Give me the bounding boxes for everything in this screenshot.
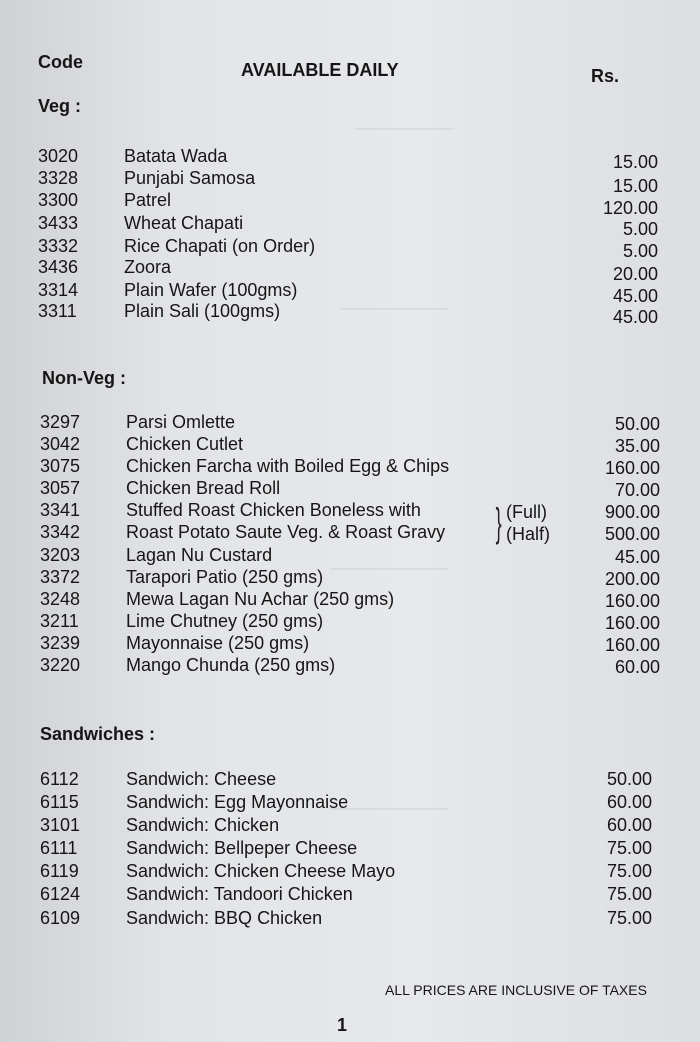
item-code: 3297 — [40, 412, 81, 432]
item-price: 15.00 — [612, 176, 658, 196]
item-code: 3020 — [38, 146, 79, 166]
item-code: 3239 — [40, 633, 81, 653]
item-price: 45.00 — [614, 547, 660, 567]
tax-note: ALL PRICES ARE INCLUSIVE OF TAXES — [385, 982, 647, 998]
menu-row — [40, 433, 660, 455]
item-code: 6115 — [40, 792, 79, 812]
item-code: 3075 — [40, 456, 81, 476]
section-title-veg: Veg : — [38, 96, 82, 116]
item-price: 45.00 — [612, 286, 658, 306]
item-code: 3211 — [40, 611, 79, 631]
header-currency: Rs. — [591, 66, 620, 86]
item-name: Plain Wafer (100gms) — [124, 280, 298, 300]
item-code: 3328 — [38, 168, 79, 188]
menu-row — [40, 544, 660, 566]
item-code: 3220 — [40, 655, 81, 675]
size-label-half: (Half) — [506, 524, 550, 544]
item-name: Rice Chapati (on Order) — [124, 236, 316, 256]
item-name: Sandwich: Bellpeper Cheese — [126, 838, 358, 858]
item-name: Tarapori Patio (250 gms) — [126, 567, 324, 587]
item-code: 3101 — [40, 815, 81, 835]
item-name: Zoora — [124, 257, 172, 277]
item-code: 3341 — [40, 500, 81, 520]
item-price: 500.00 — [604, 524, 660, 544]
item-code: 3314 — [38, 280, 79, 300]
menu-row — [40, 477, 660, 499]
item-price: 160.00 — [604, 591, 660, 611]
menu-row — [38, 256, 658, 284]
item-name: Mewa Lagan Nu Achar (250 gms) — [126, 589, 395, 609]
item-price: 75.00 — [606, 884, 652, 904]
item-name: Sandwich: Chicken — [126, 815, 280, 835]
item-name: Sandwich: Egg Mayonnaise — [126, 792, 349, 812]
item-name: Sandwich: Tandoori Chicken — [126, 884, 353, 904]
menu-row — [40, 566, 660, 588]
menu-row — [40, 860, 660, 882]
item-name: Mayonnaise (250 gms) — [126, 633, 310, 653]
item-name: Patrel — [124, 190, 172, 210]
item-code: 3057 — [40, 478, 81, 498]
item-price: 35.00 — [614, 436, 660, 456]
item-price: 20.00 — [612, 264, 658, 284]
item-price: 50.00 — [606, 769, 652, 789]
item-name: Lime Chutney (250 gms) — [126, 611, 324, 631]
item-code: 6111 — [40, 838, 78, 858]
item-price: 75.00 — [606, 908, 652, 928]
item-code: 3342 — [40, 522, 81, 542]
menu-row — [40, 791, 660, 813]
menu-row — [40, 907, 660, 929]
menu-row — [40, 768, 660, 790]
brace-icon: } — [495, 501, 502, 545]
item-name: Batata Wada — [124, 146, 228, 166]
menu-row — [38, 212, 658, 239]
item-price: 45.00 — [612, 307, 658, 327]
item-price: 160.00 — [604, 613, 660, 633]
item-price: 60.00 — [606, 815, 652, 835]
item-code: 3436 — [38, 257, 79, 277]
item-code: 6112 — [40, 769, 79, 789]
menu-row — [38, 279, 658, 306]
item-code: 3332 — [38, 236, 79, 256]
item-price: 5.00 — [622, 219, 658, 239]
menu-row — [40, 455, 660, 477]
item-price: 120.00 — [602, 198, 658, 218]
menu-row — [40, 588, 660, 610]
item-name: Chicken Farcha with Boiled Egg & Chips — [126, 456, 450, 476]
item-name: Mango Chunda (250 gms) — [126, 655, 336, 675]
item-price: 200.00 — [604, 569, 660, 589]
menu-page: ────────── ─────────── ──────────── ──────────── Code AVAILABLE DAILY Rs. Veg : 3020 Batata Wada 15.00 3328 Punjabi Samosa 15.00 3300 Patrel 120.00 3433 Wheat Chapati 5.00 3332 Rice Chapati (on Order) 5.00 3436 Zoora 20.00 3314 Plain Wafer (100gms) 45.00 3311 Plain Sali (100gms) 45.00 Non-Veg : 3297 Parsi Omlette 50.00 3042 Chicken Cutlet 35.00 3075 Chicken Farcha with Boiled Egg & Chips 160.00 3057 Chicken Bread Roll 70.00 3341 Stuffed Roast Chicken Boneless with 900.00 3342 Roast Potato Saute Veg. & Roast Gravy 500.00 } (Full) (Half) 3203 Lagan Nu Custard 45.00 3372 Tarapori Patio (250 gms) 200.00 3248 Mewa Lagan Nu Achar (250 gms) 160.00 3211 Lime Chutney (250 gms) 160.00 3239 Mayonnaise (250 gms) 160.00 3220 Mango Chunda (250 gms) 60.00 Sandwiches : 6112 Sandwich: Cheese 50.00 6115 Sandwich: Egg Mayonnaise 60.00 3101 Sandwich: Chicken 60.00 6111 Sandwich: Bellpeper Cheese 75.00 6119 Sandwich: Chicken Cheese Mayo 75.00 6124 Sandwich: Tandoori Chicken 75.00 6109 Sandwich: BBQ Chicken 75.00 ALL PRICES ARE INCLUSIVE OF TAXES 1 — [0, 0, 700, 1042]
menu-row — [38, 300, 658, 327]
item-name: Plain Sali (100gms) — [124, 301, 281, 321]
menu-row — [40, 610, 660, 632]
item-price: 160.00 — [604, 458, 660, 478]
item-name: Chicken Cutlet — [126, 434, 244, 454]
item-code: 3248 — [40, 589, 81, 609]
item-price: 70.00 — [614, 480, 660, 500]
item-price: 50.00 — [614, 414, 660, 434]
item-code: 3372 — [40, 567, 81, 587]
menu-row — [40, 521, 660, 543]
item-code: 3203 — [40, 545, 81, 565]
page-title: AVAILABLE DAILY — [241, 60, 399, 80]
item-code: 3311 — [38, 301, 77, 321]
section-title-sandwiches: Sandwiches : — [40, 724, 156, 744]
header-code: Code — [38, 52, 83, 72]
item-price: 900.00 — [604, 502, 660, 522]
item-code: 6119 — [40, 861, 79, 881]
item-name: Sandwich: Chicken Cheese Mayo — [126, 861, 396, 881]
item-price: 75.00 — [606, 861, 652, 881]
menu-row — [38, 235, 658, 261]
menu-row — [38, 167, 658, 196]
item-price: 160.00 — [604, 635, 660, 655]
item-name: Wheat Chapati — [124, 213, 244, 233]
size-label-full: (Full) — [506, 502, 547, 522]
item-code: 6109 — [40, 908, 81, 928]
item-code: 3433 — [38, 213, 79, 233]
menu-row — [40, 654, 660, 676]
page-number: 1 — [337, 1015, 348, 1035]
item-price: 60.00 — [614, 657, 660, 677]
item-code: 3042 — [40, 434, 81, 454]
item-name: Lagan Nu Custard — [126, 545, 273, 565]
item-price: 5.00 — [622, 241, 658, 261]
section-title-nonveg: Non-Veg : — [42, 368, 126, 388]
menu-row — [40, 411, 660, 433]
item-name: Stuffed Roast Chicken Boneless with — [126, 500, 421, 520]
item-price: 15.00 — [612, 152, 658, 172]
item-name: Sandwich: BBQ Chicken — [126, 908, 323, 928]
item-code: 3300 — [38, 190, 79, 210]
menu-row — [40, 814, 660, 836]
menu-row — [40, 499, 660, 521]
item-name: Punjabi Samosa — [124, 168, 256, 188]
item-name: Sandwich: Cheese — [126, 769, 277, 789]
item-name: Chicken Bread Roll — [126, 478, 281, 498]
item-name: Parsi Omlette — [126, 412, 236, 432]
menu-row — [40, 883, 660, 905]
item-price: 75.00 — [606, 838, 652, 858]
item-price: 60.00 — [606, 792, 652, 812]
item-code: 6124 — [40, 884, 81, 904]
item-name: Roast Potato Saute Veg. & Roast Gravy — [126, 522, 446, 542]
menu-row — [38, 145, 658, 172]
menu-row — [40, 837, 660, 859]
menu-row — [40, 632, 660, 654]
menu-row — [38, 189, 658, 218]
